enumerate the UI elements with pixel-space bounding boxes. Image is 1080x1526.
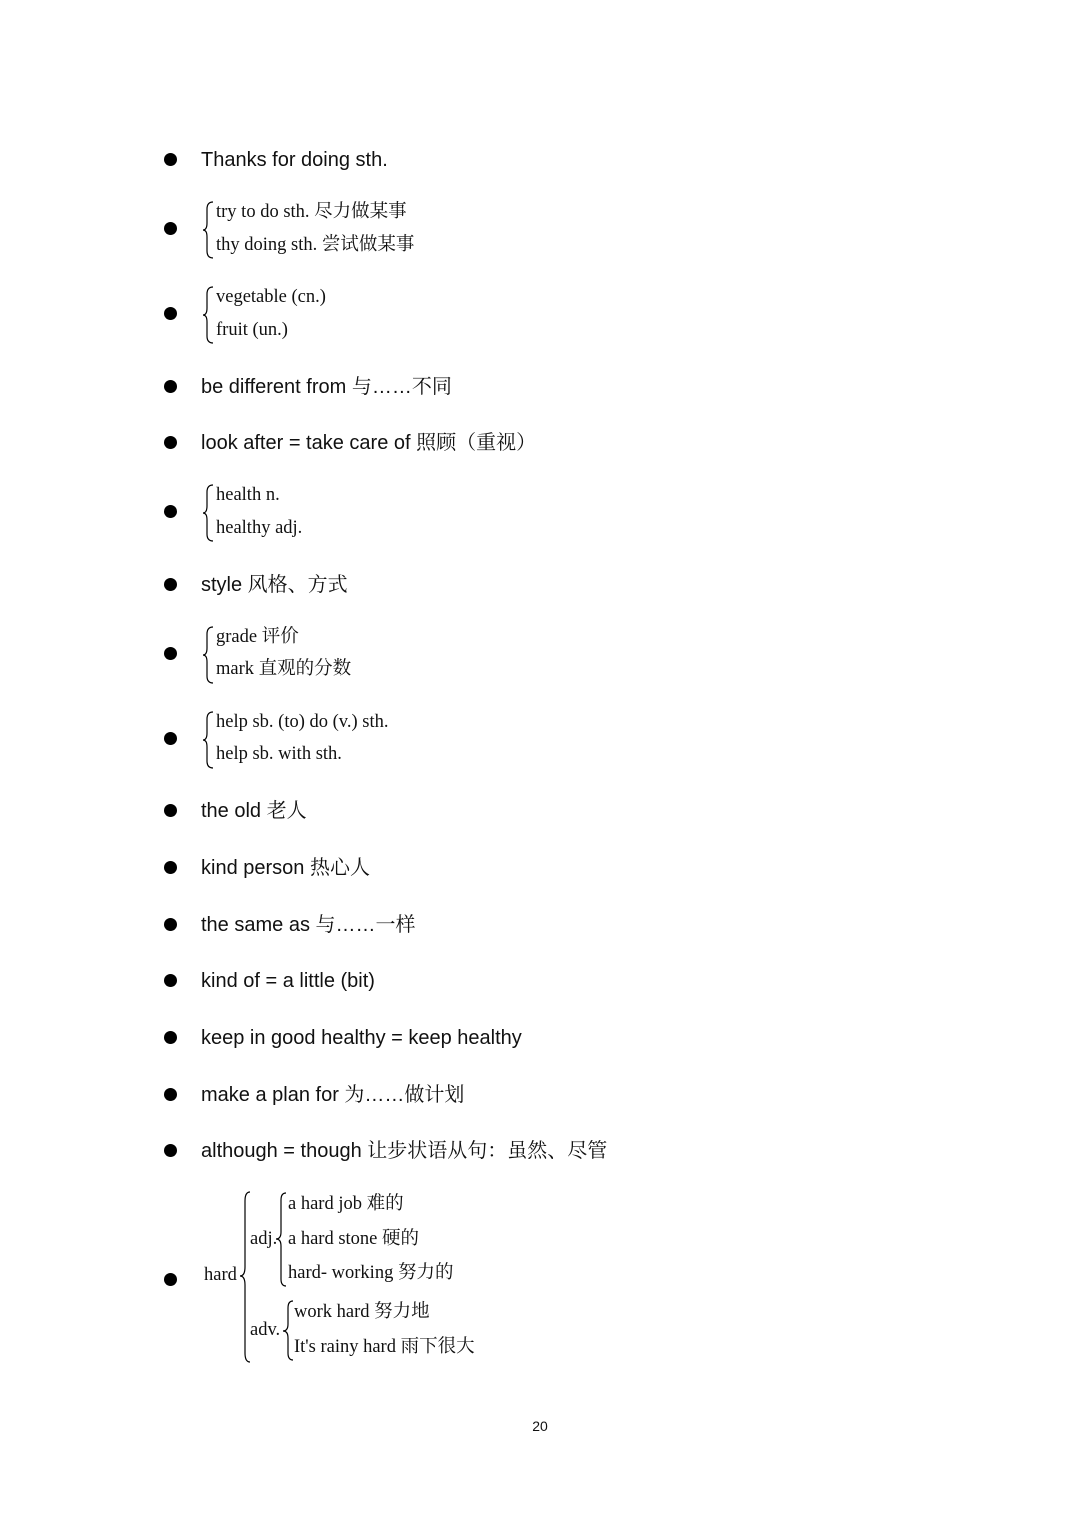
item-text: make a plan for 为……做计划 bbox=[201, 1084, 465, 1106]
brace-icon bbox=[203, 201, 215, 259]
adj-item: a hard job 难的 bbox=[288, 1194, 404, 1214]
item-text: although = though 让步状语从句：虽然、尽管 bbox=[201, 1140, 608, 1162]
item-text: look after = take care of 照顾（重视） bbox=[201, 432, 537, 454]
bullet-icon bbox=[164, 578, 177, 591]
item-text: the old 老人 bbox=[201, 800, 307, 822]
item-text: the same as 与……一样 bbox=[201, 914, 416, 936]
brace-icon bbox=[203, 711, 215, 769]
adj-label: adj. bbox=[250, 1229, 278, 1249]
bullet-icon bbox=[164, 436, 177, 449]
bullet-icon bbox=[164, 380, 177, 393]
item-text: keep in good healthy = keep healthy bbox=[201, 1027, 522, 1049]
bullet-icon bbox=[164, 804, 177, 817]
pair-line-2: fruit (un.) bbox=[216, 320, 288, 340]
brace-icon bbox=[203, 626, 215, 684]
pair-line-1: help sb. (to) do (v.) sth. bbox=[216, 712, 389, 732]
pair-line-1: try to do sth. 尽力做某事 bbox=[216, 202, 407, 222]
bullet-icon bbox=[164, 974, 177, 987]
hard-word: hard bbox=[204, 1265, 237, 1285]
bullet-icon bbox=[164, 307, 177, 320]
bullet-icon bbox=[164, 153, 177, 166]
brace-icon bbox=[276, 1192, 288, 1288]
bullet-icon bbox=[164, 647, 177, 660]
adj-item: hard- working 努力的 bbox=[288, 1263, 454, 1283]
bullet-icon bbox=[164, 918, 177, 931]
item-text: style 风格、方式 bbox=[201, 574, 348, 596]
pair-line-1: vegetable (cn.) bbox=[216, 287, 326, 307]
page-number: 20 bbox=[532, 1418, 548, 1434]
pair-line-2: healthy adj. bbox=[216, 518, 303, 538]
adv-label: adv. bbox=[250, 1320, 281, 1340]
adv-item: It's rainy hard 雨下很大 bbox=[294, 1337, 475, 1357]
brace-icon bbox=[203, 286, 215, 344]
item-text: Thanks for doing sth. bbox=[201, 149, 388, 171]
bullet-icon bbox=[164, 1088, 177, 1101]
bullet-icon bbox=[164, 505, 177, 518]
pair-line-2: thy doing sth. 尝试做某事 bbox=[216, 235, 415, 255]
item-text: kind person 热心人 bbox=[201, 857, 370, 879]
pair-line-2: help sb. with sth. bbox=[216, 744, 342, 764]
adj-item: a hard stone 硬的 bbox=[288, 1229, 420, 1249]
bullet-icon bbox=[164, 1144, 177, 1157]
bullet-icon bbox=[164, 732, 177, 745]
item-text: be different from 与……不同 bbox=[201, 376, 452, 398]
bullet-icon bbox=[164, 1273, 177, 1286]
pair-line-2: mark 直观的分数 bbox=[216, 659, 352, 679]
item-text: kind of = a little (bit) bbox=[201, 970, 375, 992]
bullet-icon bbox=[164, 1031, 177, 1044]
pair-line-1: health n. bbox=[216, 485, 280, 505]
bullet-icon bbox=[164, 222, 177, 235]
bullet-icon bbox=[164, 861, 177, 874]
adv-item: work hard 努力地 bbox=[294, 1302, 430, 1322]
pair-line-1: grade 评价 bbox=[216, 627, 299, 647]
brace-icon bbox=[203, 484, 215, 542]
